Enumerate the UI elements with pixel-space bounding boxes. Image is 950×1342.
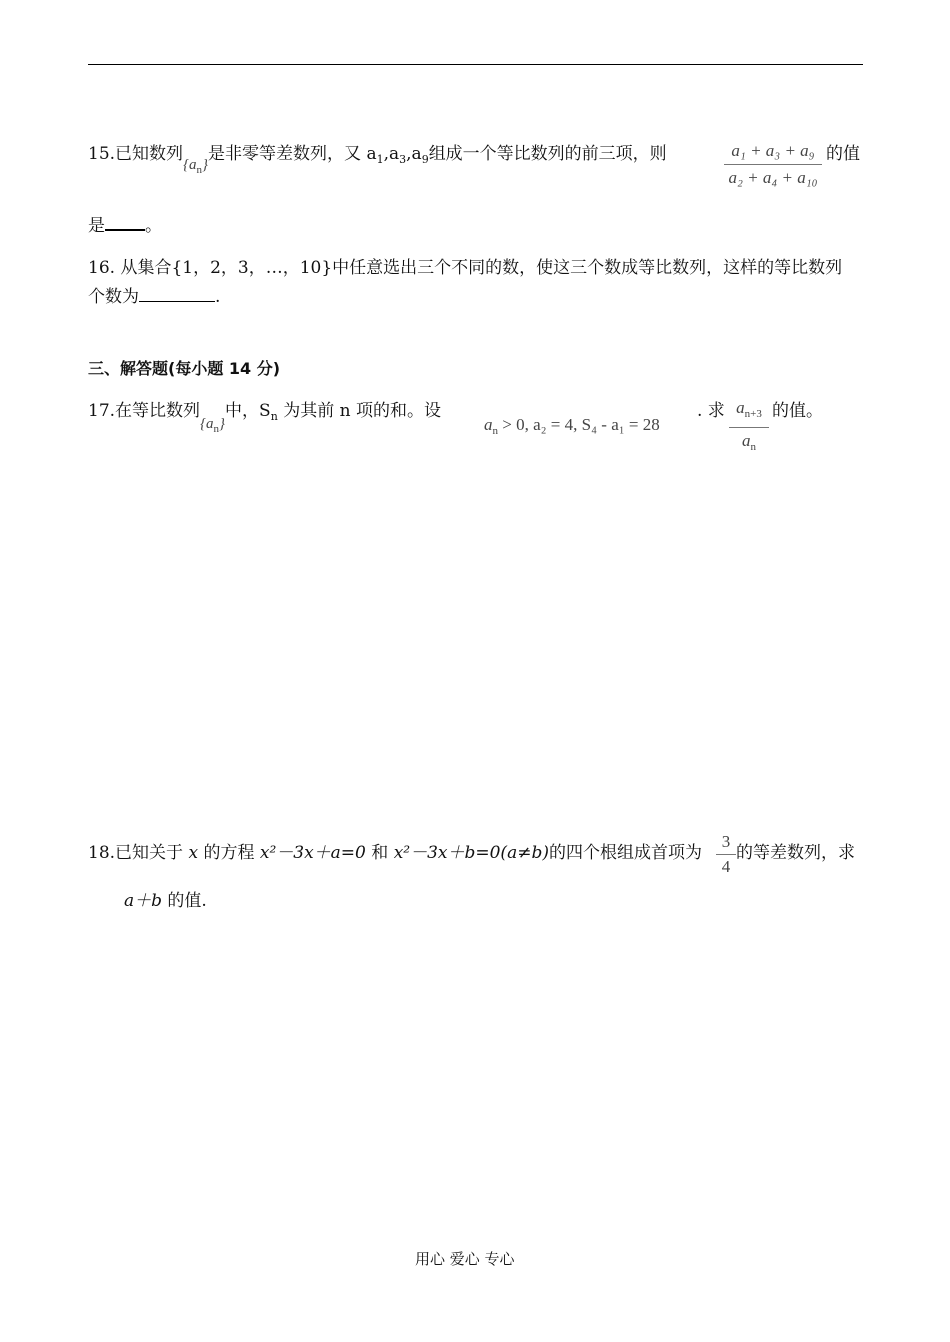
q15-mid2: 组成一个等比数列的前三项，则 (428, 144, 667, 164)
q17-fraction (729, 398, 769, 457)
fraction-bar (724, 164, 822, 165)
section-heading: 三、解答题(每小题 14 分) (88, 359, 281, 378)
q15-mid1: 是非零等差数列，又 a (208, 144, 377, 164)
q17-seq-symbol: $\{a_n\}$ (200, 416, 226, 435)
q15-fraction (724, 141, 822, 188)
q15-frac-numerator: a₁ + a₃ + a₉ (731, 141, 815, 160)
q16-line2: 个数为 . (88, 287, 221, 307)
q15-suffix: 的值 (826, 144, 860, 164)
q18-frac-denominator: 4 (721, 857, 731, 876)
q17-condition: $a_n > 0$, a₂ = 4, S₄ - a₁ = 28 (484, 415, 660, 437)
q15-frac-denominator: a₂ + a₄ + a₁₀ (728, 168, 818, 187)
answer-blank (105, 215, 145, 231)
q17-line1: 17.在等比数列$\{a_n\}$中，$S_n$ 为其前 n 项的和。设 (88, 401, 441, 435)
fraction-bar (716, 854, 736, 855)
q17-suffix: 的值。 (772, 401, 823, 421)
answer-blank (139, 287, 215, 302)
header-rule (88, 64, 863, 65)
q17-ask: . 求 (697, 401, 725, 421)
q16-line1: 16. 从集合{1，2，3，…，10}中任意选出三个不同的数，使这三个数成等比数列，这样的等比数列 (88, 258, 843, 278)
q17-frac-denominator: $a_n$ (742, 431, 756, 453)
fraction-bar (729, 427, 769, 428)
q18-frac-numerator: 3 (721, 832, 731, 851)
page-footer: 用心 爱心 专心 (415, 1250, 515, 1268)
q15-seq-symbol: $\{a_n\}$ (183, 157, 209, 176)
q15-line2: 是 。 (88, 216, 162, 236)
q17-frac-numerator: $a_{n+3}$ (736, 398, 762, 420)
q18-line1-end: 的等差数列，求 (736, 843, 855, 863)
q18-line2: a＋b 的值. (124, 891, 207, 911)
q15-prefix: 15.已知数列 (88, 144, 184, 164)
q18-line1: 18.已知关于 x 的方程 x²－3x＋a=0 和 x²－3x＋b=0(a≠b)的四个根组成首项为 (88, 843, 702, 863)
q15-line1: 15.已知数列$\{a_n\}$是非零等差数列，又 $a_1,a_3,a_9$组成一个等比数列的前三项，则 (88, 144, 667, 176)
q18-fraction (716, 832, 736, 877)
